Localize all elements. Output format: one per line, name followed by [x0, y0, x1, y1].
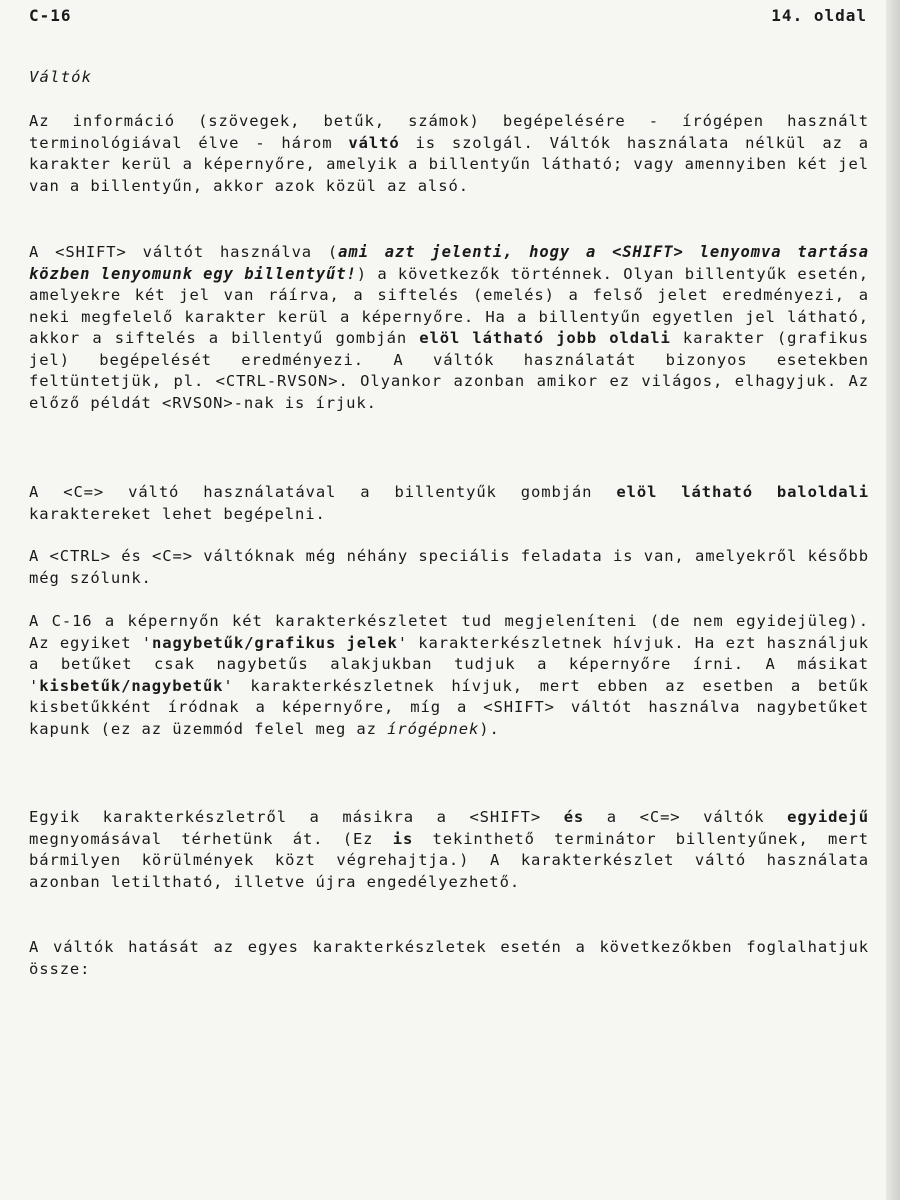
p2-text-e: karakter (grafikus jel) begépelését eredményezi. A váltók használatát bizonyos esetekben feltüntetjük, pl. <CTRL-RVSON>. Olyankor azonban amikor ez világos, elhagyjuk. Az előző példát <RVSON>-nak is írjuk.	[29, 329, 870, 412]
p5-text-e: ' karakterkészletnek hívjuk, mert ebben az esetben a betűk kisbetűkként íródnak a képernyőre, míg a <SHIFT> váltót használva nagybetűket kapunk (ez az üzemmód felel meg az	[29, 676, 869, 738]
p5-text-c: ' karakterkészletnek hívjuk. Ha ezt használjuk a betűket csak nagybetűs alakjukban tudjuk a képernyőre írni. A másikat '	[29, 633, 869, 695]
p2-text-a: A <SHIFT> váltót használva (	[29, 243, 339, 261]
p1-bold-valto: váltó	[348, 133, 400, 152]
p6-text-g: tekinthető terminátor billentyűnek, mert bármilyen körülmények közt végrehajtja.) A karakterkészlet váltó használata azonban letiltható, illetve újra engedélyezhető.	[29, 829, 869, 891]
p5-italic-irogep: írógépnek	[387, 719, 480, 738]
p3-text-a: A <C=> váltó használatával a billentyűk gombján	[29, 483, 617, 501]
paragraph-3	[29, 482, 869, 525]
p2-text-c: ) a következők történnek. Olyan billentyűk esetén, amelyekre két jel van ráírva, a siftelés (emelés) a felső jelet eredményezi, a neki megfelelő karakter kerül a képernyőre. Ha a billentyűn egyetlen jel látható, akkor a siftelés a billentyű gombján	[29, 264, 869, 347]
paragraph-4: A <CTRL> és <C=> váltóknak még néhány speciális feladata is van, amelyekről később még szólunk.	[29, 547, 869, 587]
header-title: C-16	[29, 6, 72, 25]
p3-bold-bal: elöl látható baloldali	[616, 483, 869, 501]
paragraph-6	[29, 807, 869, 893]
p2-bold-italic-note: ami azt jelenti, hogy a <SHIFT> lenyomva tartása közben lenyomunk egy billentyűt!	[29, 243, 869, 283]
p6-text-e: megnyomásával térhetünk át. (Ez	[29, 829, 393, 848]
p5-text-g: ).	[479, 719, 500, 738]
p6-bold-es: és	[563, 808, 585, 826]
page-number: 14. oldal	[771, 6, 867, 25]
p5-bold-nagybetuk: nagybetűk/grafikus jelek	[152, 633, 398, 652]
p6-bold-egyideju: egyidejű	[787, 808, 869, 826]
paragraph-5	[29, 611, 869, 740]
p6-text-a: Egyik karakterkészletről a másikra a <SHIFT>	[29, 808, 564, 826]
paragraph-7: A váltók hatását az egyes karakterkészletek esetén a következőkben foglalhatjuk össze:	[29, 938, 869, 978]
p1-text-a: Az információ (szövegek, betűk, számok) begépelésére - írógépen használt terminológiával élve - három	[29, 112, 869, 152]
p3-text-c: karaktereket lehet begépelni.	[29, 504, 326, 523]
paragraph-1	[29, 111, 869, 197]
paragraph-2	[29, 242, 869, 414]
p5-text-a: A C-16 a képernyőn két karakterkészletet tud megjeleníteni (de nem egyidejüleg). Az egyiket '	[29, 612, 869, 652]
page-header	[29, 6, 867, 25]
page-edge-shadow	[886, 0, 900, 1200]
p6-bold-is: is	[392, 829, 414, 848]
p6-text-c: a <C=> váltók	[584, 808, 788, 826]
section-title: Váltók	[29, 68, 93, 86]
p2-bold-jobb: elöl látható jobb oldali	[419, 329, 671, 347]
p5-bold-kisbetuk: kisbetűk/nagybetűk	[39, 676, 224, 695]
p1-text-c: is szolgál. Váltók használata nélkül az a karakter kerül a képernyőre, amelyik a billentyűn látható; vagy amennyiben két jel van a billentyűn, akkor azok közül az alsó.	[29, 133, 869, 195]
